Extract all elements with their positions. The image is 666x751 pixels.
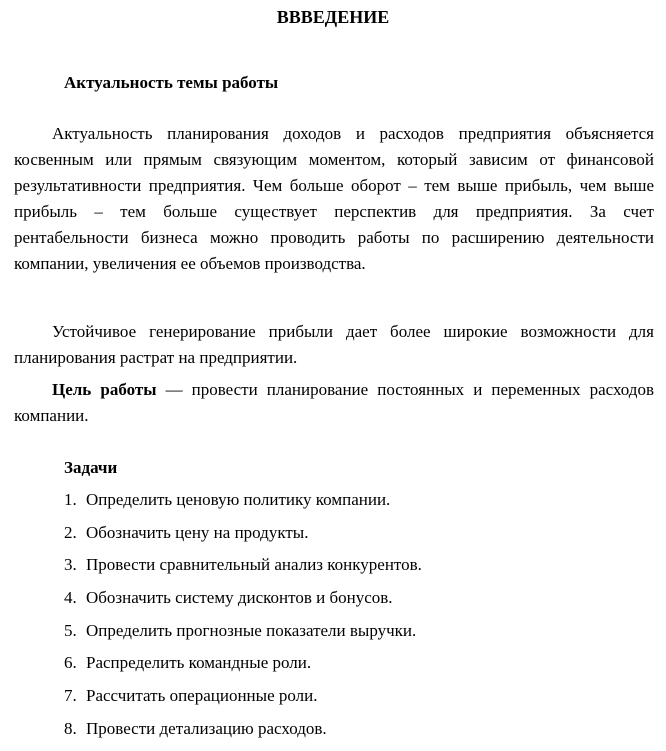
list-item-number: 3. [64, 555, 77, 575]
list-item-text: Определить прогнозные показатели выручки. [86, 620, 417, 640]
list-item-number: 1. [64, 490, 77, 509]
list-item [64, 650, 422, 683]
list-item [64, 552, 422, 585]
profit-paragraph-text: Устойчивое генерирование прибыли дает более широкие возможности для планирования растрат на предприятии. [14, 322, 654, 367]
list-item [64, 683, 422, 716]
tasks-heading: Задачи [64, 458, 118, 477]
goal-label: Цель работы [52, 380, 157, 399]
list-item-number: 2. [64, 522, 77, 542]
tasks-list [64, 487, 422, 749]
list-item-text: Рассчитать операционные роли. [86, 686, 318, 706]
list-item-number: 6. [64, 653, 77, 673]
relevance-heading: Актуальность темы работы [64, 73, 279, 92]
goal-text: — провести планирование постоянных и переменных расходов компании. [14, 380, 654, 425]
document-title: ВВВЕДЕНИЕ [276, 7, 390, 27]
relevance-paragraph [14, 121, 654, 277]
list-item-text: Провести сравнительный анализ конкурентов. [86, 555, 422, 575]
list-item-number: 4. [64, 588, 77, 608]
list-item-text: Провести детализацию расходов. [86, 718, 327, 738]
relevance-paragraph-text: Актуальность планирования доходов и расходов предприятия объясняется косвенным или прямым связующим моментом, который зависим от финансовой результативности предприятия. Чем больше оборот – тем выше прибыль, чем выше прибыль – тем больше существует перспектив для предприятия. За счет рентабельности бизнеса можно проводить работы по расширению деятельности компании, увеличения ее объемов производства. [14, 124, 654, 273]
list-item [64, 487, 422, 520]
list-item-text: Обозначить цену на продукты. [86, 522, 309, 542]
list-item-number: 7. [64, 686, 77, 706]
list-item-text: Распределить командные роли. [86, 653, 312, 673]
list-item-number: 8. [64, 718, 77, 738]
list-item [64, 520, 422, 553]
list-item [64, 618, 422, 651]
goal-paragraph [14, 377, 654, 429]
list-item [64, 716, 422, 749]
profit-paragraph [14, 319, 654, 371]
list-item-text: Определить ценовую политику компании. [86, 490, 391, 509]
list-item [64, 585, 422, 618]
list-item-number: 5. [64, 620, 77, 640]
list-item-text: Обозначить систему дисконтов и бонусов. [86, 588, 393, 608]
